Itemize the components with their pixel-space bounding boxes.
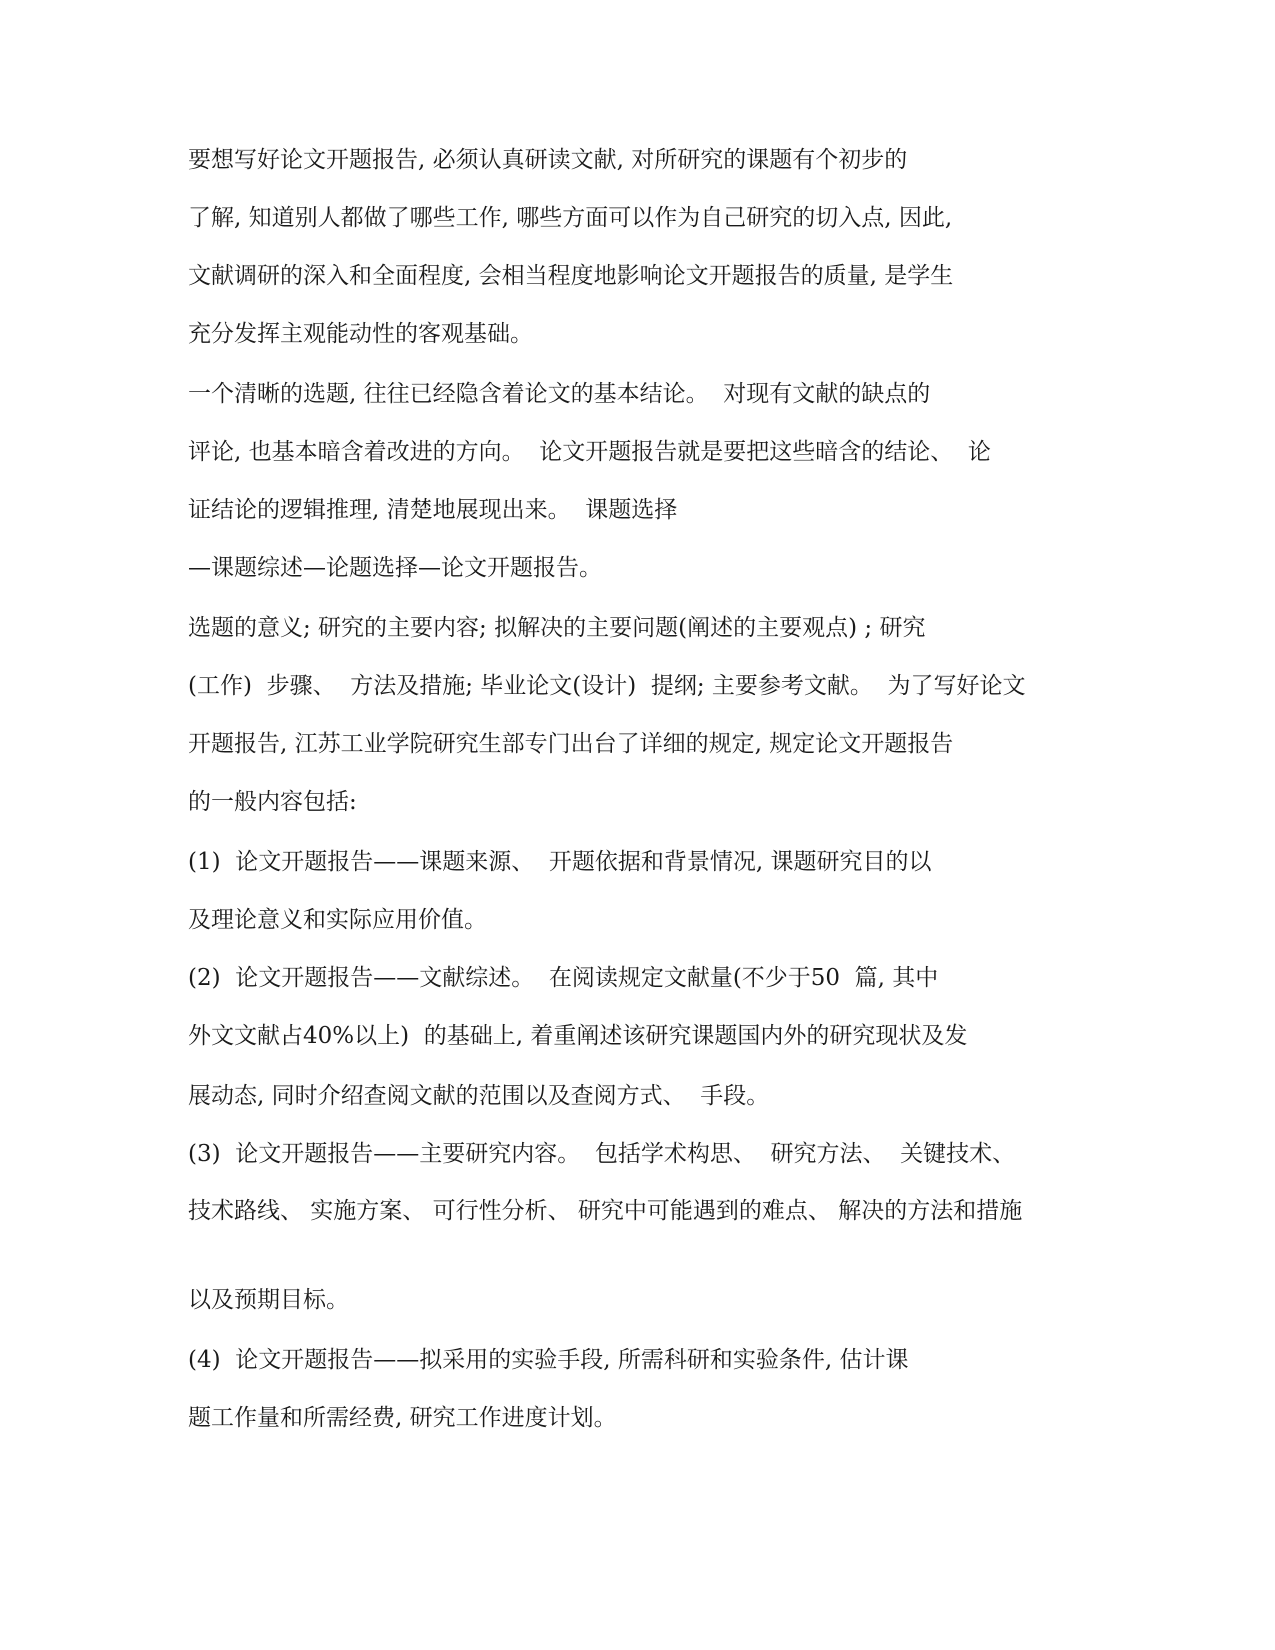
list-item-line: 及理论意义和实际应用价值。: [188, 907, 487, 933]
list-item-line: 展动态, 同时介绍查阅文献的范围以及查阅方式、 手段。: [188, 1083, 770, 1109]
paragraph-line: 一个清晰的选题, 往往已经隐含着论文的基本结论。 对现有文献的缺点的: [188, 381, 931, 407]
paragraph-line: 评论, 也基本暗含着改进的方向。 论文开题报告就是要把这些暗含的结论、 论: [188, 439, 991, 465]
paragraph-line: 文献调研的深入和全面程度, 会相当程度地影响论文开题报告的质量, 是学生: [188, 263, 954, 289]
paragraph-line: 选题的意义; 研究的主要内容; 拟解决的主要问题(阐述的主要观点) ; 研究: [188, 615, 926, 641]
paragraph-line: 充分发挥主观能动性的客观基础。: [188, 321, 533, 347]
list-item-line: (3) 论文开题报告——主要研究内容。 包括学术构思、 研究方法、 关键技术、: [188, 1141, 1016, 1167]
paragraph-line: 的一般内容包括:: [188, 789, 357, 815]
paragraph-line: 要想写好论文开题报告, 必须认真研读文献, 对所研究的课题有个初步的: [188, 147, 908, 173]
list-item-line: (4) 论文开题报告——拟采用的实验手段, 所需科研和实验条件, 估计课: [188, 1347, 909, 1373]
paragraph-line: 开题报告, 江苏工业学院研究生部专门出台了详细的规定, 规定论文开题报告: [188, 731, 954, 757]
list-item-line: 以及预期目标。: [188, 1287, 349, 1313]
list-item-line: 外文文献占40%以上) 的基础上, 着重阐述该研究课题国内外的研究现状及发: [188, 1023, 968, 1049]
list-item-line: 题工作量和所需经费, 研究工作进度计划。: [188, 1405, 617, 1431]
paragraph-line: 证结论的逻辑推理, 清楚地展现出来。 课题选择: [188, 497, 678, 523]
paragraph-line: (工作) 步骤、 方法及措施; 毕业论文(设计) 提纲; 主要参考文献。 为了写好论文: [188, 673, 1026, 699]
list-item-line: (2) 论文开题报告——文献综述。 在阅读规定文献量(不少于50 篇, 其中: [188, 965, 939, 991]
paragraph-line: —课题综述—论题选择—论文开题报告。: [188, 555, 602, 581]
list-item-line: 技术路线、 实施方案、 可行性分析、 研究中可能遇到的难点、 解决的方法和措施: [188, 1198, 1023, 1224]
paragraph-line: 了解, 知道别人都做了哪些工作, 哪些方面可以作为自己研究的切入点, 因此,: [188, 205, 953, 231]
list-item-line: (1) 论文开题报告——课题来源、 开题依据和背景情况, 课题研究目的以: [188, 849, 932, 875]
